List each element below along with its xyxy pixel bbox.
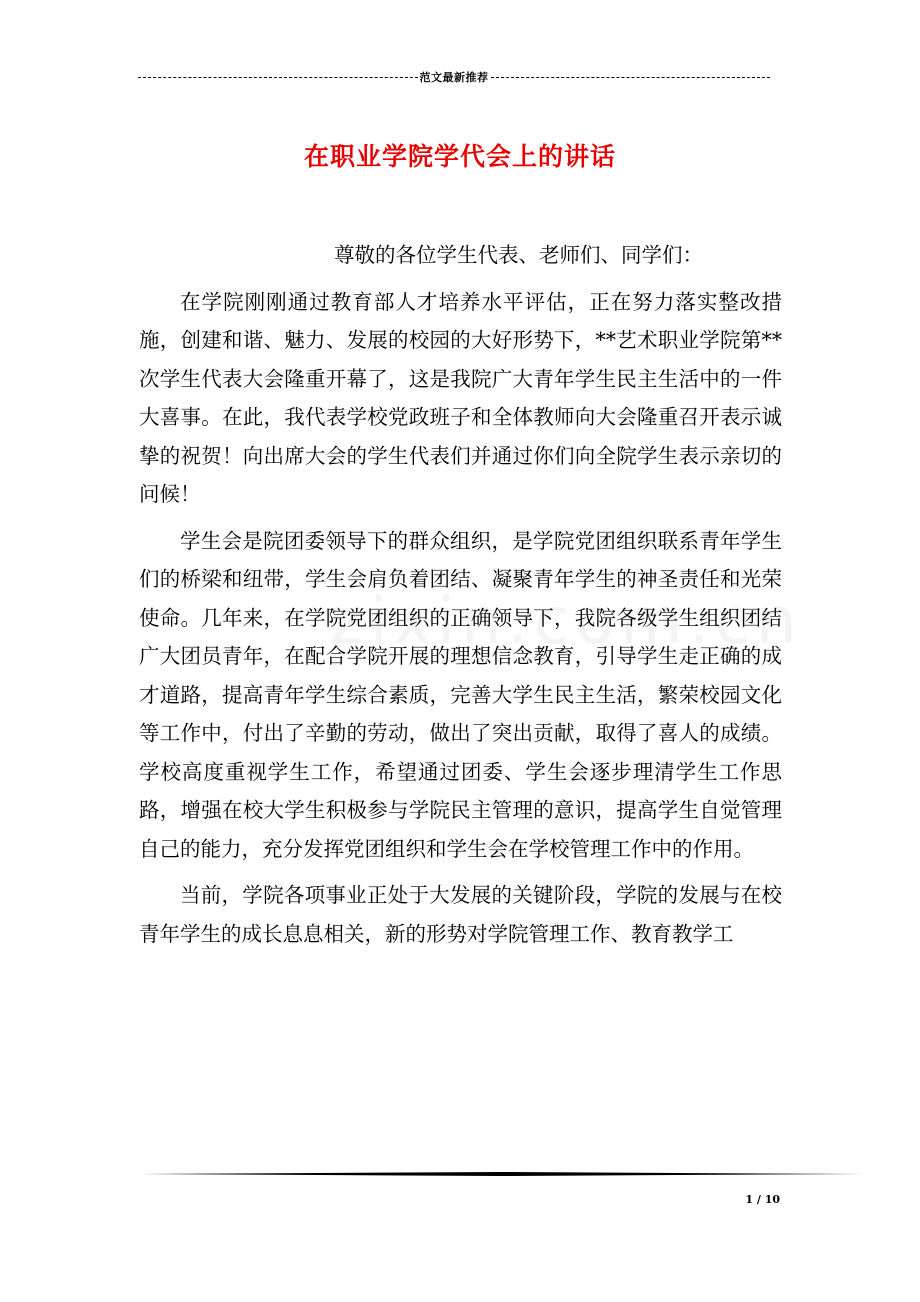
paragraph-3: 当前，学院各项事业正处于大发展的关键阶段，学院的发展与在校青年学生的成长息息相关，新的形势对学院管理工作、教育教学工: [139, 883, 782, 946]
page-header: [138, 68, 770, 86]
header-dash-left: [138, 77, 418, 78]
paragraph-1: 在学院刚刚通过教育部人才培养水平评估，正在努力落实整改措施，创建和谐、魅力、发展的校园的大好形势下，**艺术职业学院第**次学生代表大会隆重开幕了，这是我院广大青年学生民主生活中的一件大喜事。在此，我代表学校党政班子和全体教师向大会隆重召开表示诚挚的祝贺！向出席大会的学生代表们并通过你们向全院学生表示亲切的问候！: [139, 289, 782, 506]
header-label: 范文最新推荐: [419, 71, 489, 84]
document-body: [139, 236, 782, 953]
paragraph-2: 学生会是院团委领导下的群众组织，是学院党团组织联系青年学生们的桥梁和纽带，学生会肩负着团结、凝聚青年学生的神圣责任和光荣使命。几年来，在学院党团组织的正确领导下，我院各级学生组织团结广大团员青年，在配合学院开展的理想信念教育，引导学生走正确的成才道路，提高青年学生综合素质，完善大学生民主生活，繁荣校园文化等工作中，付出了辛勤的劳动，做出了突出贡献，取得了喜人的成绩。学校高度重视学生工作，希望通过团委、学生会逐步理清学生工作思路，增强在校大学生积极参与学院民主管理的意识，提高学生自觉管理自己的能力，充分发挥党团组织和学生会在学校管理工作中的作用。: [139, 528, 782, 861]
greeting: 尊敬的各位学生代表、老师们、同学们：: [334, 243, 703, 267]
header-dash-right: [491, 77, 771, 78]
footer-divider: [139, 1172, 863, 1176]
page-number: 1 / 10: [745, 1193, 780, 1206]
document-title: 在职业学院学代会上的讲话: [303, 141, 616, 171]
